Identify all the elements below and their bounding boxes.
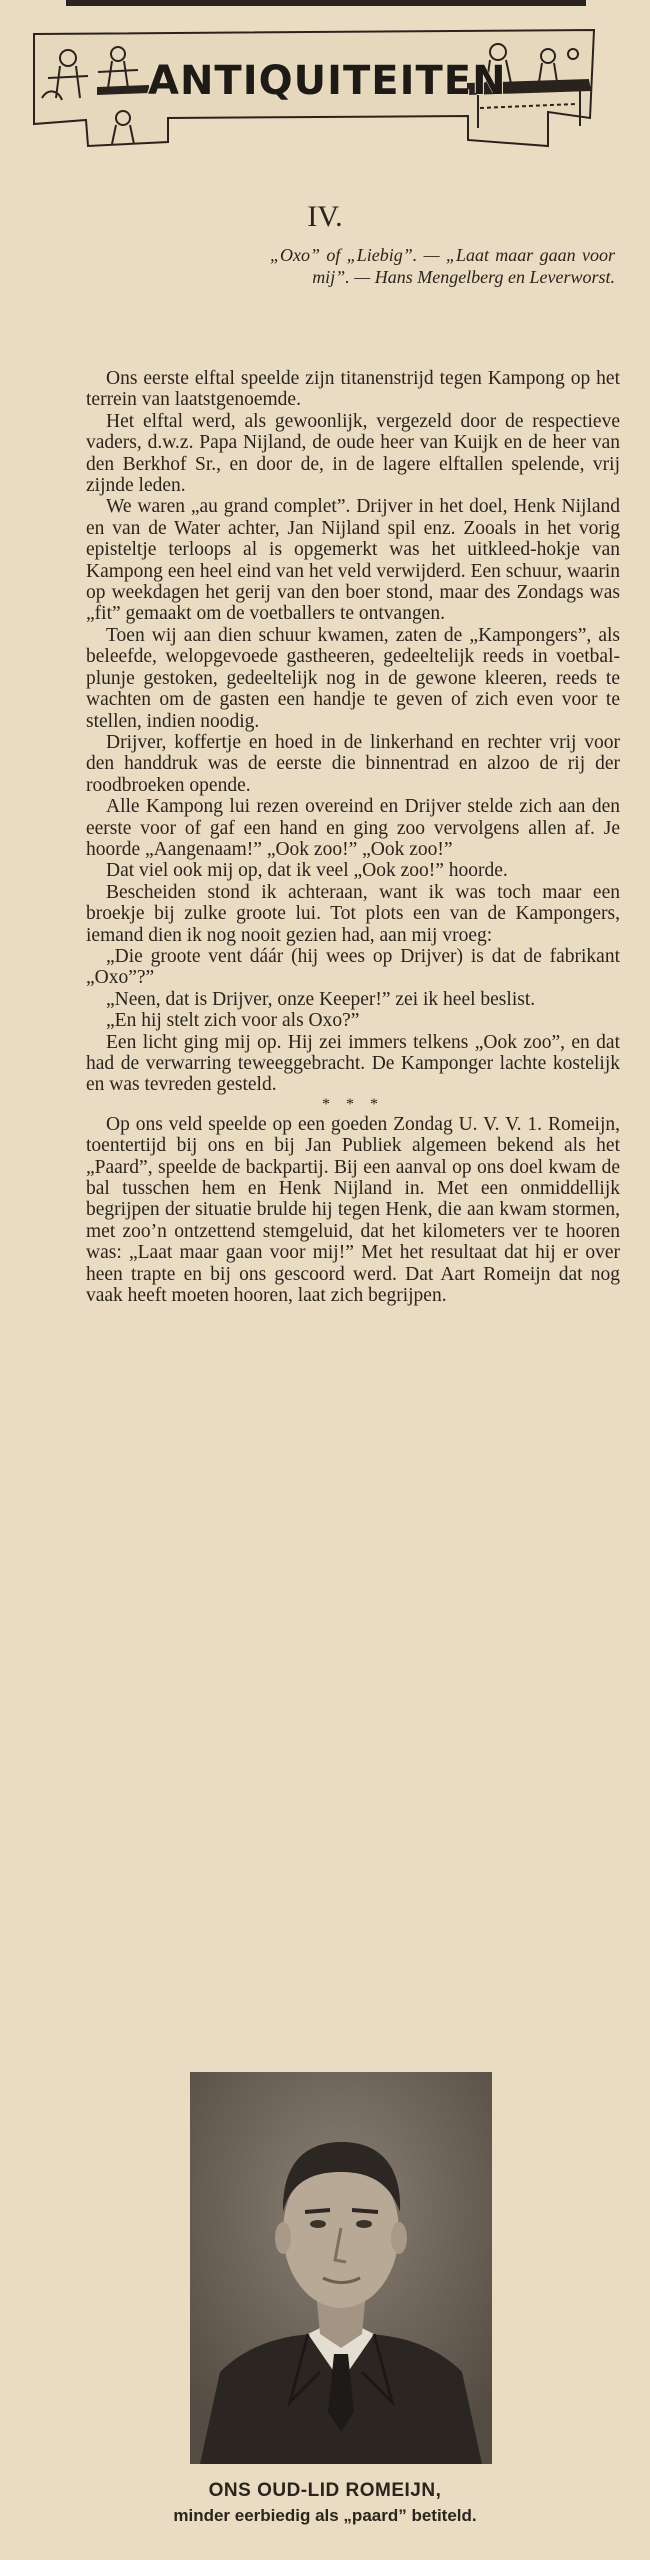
article-paragraph: „Neen, dat is Drijver, onze Keeper!” zei ik heel beslist. (106, 988, 536, 1010)
article-paragraph: Het elftal werd, als gewoonlijk, vergezeld door de respectieve vaders, d.w.z. Papa Nijland, de oude heer van Kuijk en de heer van den Berkhof Sr., en door de, in de lagere elftallen spelende, vrij zijnde leden. (86, 410, 620, 497)
article-body (86, 368, 620, 1306)
portrait-photo (190, 2072, 492, 2464)
article-paragraph: Ons eerste elftal speelde zijn titanenstrijd tegen Kampong op het terrein van laatstgenoemde. (86, 368, 620, 411)
portrait-image (190, 2072, 492, 2464)
top-rule (66, 0, 586, 6)
chapter-subtitle: „Oxo” of „Liebig”. — „Laat maar gaan voor mij”. — Hans Mengelberg en Leverworst. (270, 245, 615, 287)
article-paragraph: We waren „au grand complet”. Drijver in het doel, Henk Nijland en van de Water achter, Jan Nijland spil enz. Zooals in het vorig episteltje terloops al is opgemerkt was het uitkleed-hokje van Kampong een heel eind van het veld verwijderd. Een schuur, waarin op weekdagen het gerij van den boer stond, maar des Zondags was „fit” gemaakt om de voetballers te ontvangen. (86, 496, 620, 625)
article-paragraph: Dat viel ook mij op, dat ik veel „Ook zoo!” hoorde. (106, 860, 508, 882)
article-paragraph: Toen wij aan dien schuur kwamen, zaten de „Kampongers”, als beleefde, welopgevoede gastheeren, gedeeltelijk reeds in voetbal-plunje gestoken, gedeeltelijk nog in de gewone kleeren, reeds te wachten om de gasten een handje te geven of zich even voor te stellen, indien noodig. (86, 624, 620, 732)
article-paragraph: Alle Kampong lui rezen overeind en Drijver stelde zich aan den eerste voor of gaf een hand en ging zoo vervolgens allen af. Je hoorde „Aangenaam!” „Ook zoo!” „Ook zoo!” (86, 796, 620, 860)
section-banner (28, 28, 600, 148)
article-paragraph: „En hij stelt zich voor als Oxo?” (106, 1010, 360, 1032)
article-paragraph: Bescheiden stond ik achteraan, want ik was toch maar een broekje bij zulke groote lui. Tot plots een van de Kampongers, iemand dien ik nog nooit gezien had, aan mij vroeg: (86, 881, 620, 946)
section-separator: * * * (322, 1095, 384, 1113)
article-paragraph: Een licht ging mij op. Hij zei immers telkens „Ook zoo”, en dat had de verwarring teweeggebracht. De Kamponger lachte kostelijk en was tevreden gesteld. (86, 1031, 620, 1096)
article-paragraph: Op ons veld speelde op een goeden Zondag U. V. V. 1. Romeijn, toentertijd bij ons en bij Jan Publiek algemeen bekend als het „Paard”, speelde de backpartij. Bij een aanval op ons doel kwam de bal tusschen hem en Henk Nijland in. Met een onmiddellijk begrijpen der situatie brulde hij tegen Henk, die aan kwam stormen, met zoo’n ontzettend stemgeluid, dat het kilometers ver te hooren was: „Laat maar gaan voor mij!” Met het resultaat dat hij er over heen trapte en bij ons gescoord werd. Dat Aart Romeijn dat nog vaak heeft moeten hooren, laat zich begrijpen. (86, 1113, 620, 1307)
photo-caption-subtitle: minder eerbiedig als „paard” betiteld. (173, 2506, 477, 2525)
article-paragraph: Drijver, koffertje en hoed in de linkerhand en rechter vrij voor den handdruk was de eerste die binnentrad en alzoo de rij der roodbroeken opende. (86, 731, 620, 796)
photo-caption-title: ONS OUD-LID ROMEIJN, (208, 2480, 442, 2501)
chapter-number: IV. (307, 200, 343, 233)
banner-title: ANTIQUITEITEN (148, 58, 507, 104)
article-paragraph: „Die groote vent dáár (hij wees op Drijver) is dat de fabrikant „Oxo”?” (86, 945, 620, 989)
